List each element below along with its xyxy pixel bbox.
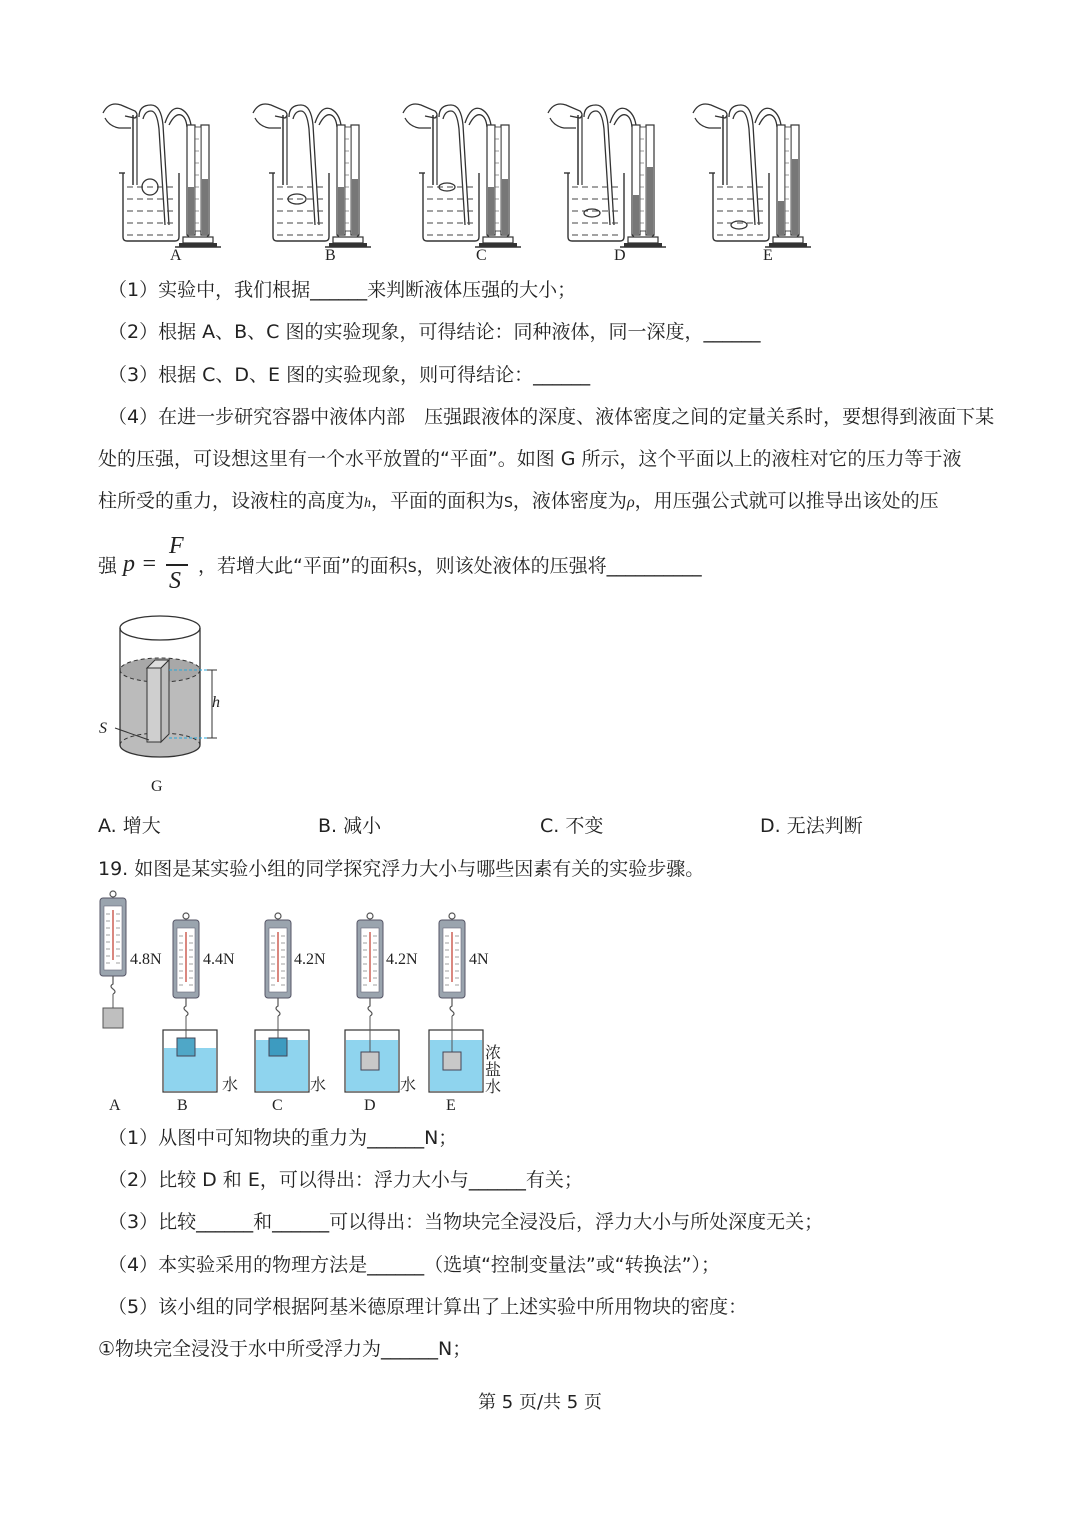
h-symbol: h (364, 496, 372, 511)
fig-g-caption: G (151, 778, 163, 795)
q18-part-4-line-2: 处的压强，可设想这里有一个水平放置的“平面”。如图 G 所示，这个平面以上的液柱对它的压力等于液 (98, 448, 962, 470)
q19-part-5: （5）该小组的同学根据阿基米德原理计算出了上述实验中所用物块的密度： (108, 1296, 748, 1318)
formula-p: p = (123, 551, 158, 577)
q18-text-segment: ，平面的面积为 (371, 490, 505, 512)
scale-reading-b: 4.4N (203, 951, 235, 968)
q18-part-4-line-4 (198, 552, 702, 582)
u-tube-label-b: B (325, 247, 336, 264)
formula-denominator-s: S (169, 568, 181, 594)
page-footer: 第 5 页/共 5 页 (478, 1392, 602, 1413)
spring-label-c: C (272, 1097, 283, 1114)
scale-reading-e: 4N (469, 951, 489, 968)
u-tube-label-e: E (763, 247, 773, 264)
q18-part-4-line-3 (98, 487, 939, 518)
q19-part-2: （2）比较 D 和 E，可以得出：浮力大小与______有关； (108, 1169, 583, 1191)
scale-reading-d: 4.2N (386, 951, 418, 968)
u-tube-label-d: D (614, 247, 626, 264)
q18-text-segment: ，则该处液体的压强将__________ (416, 555, 702, 577)
q18-text-segment: ，液体密度为 (512, 490, 627, 512)
s-symbol: S (407, 560, 417, 576)
q18-text-segment: ，用压强公式就可以推导出该处的压 (634, 490, 939, 512)
u-tube-apparatus-c (403, 104, 521, 247)
u-tube-label-a: A (170, 247, 182, 264)
spring-label-b: B (177, 1097, 188, 1114)
q18-text-segment: 柱所受的重力，设液柱的高度为 (98, 490, 365, 512)
liquid-label-b: 水 (222, 1077, 239, 1094)
q19-stem: 19. 如图是某实验小组的同学探究浮力大小与哪些因素有关的实验步骤。 (98, 858, 705, 880)
q18-part-4-line-1: （4）在进一步研究容器中液体内部 压强跟液体的深度、液体密度之间的定量关系时，要想得到液面下某 (108, 406, 995, 428)
q19-part-1: （1）从图中可知物块的重力为______N； (108, 1127, 458, 1149)
q18-part-4-line-4-prefix: 强 (98, 555, 118, 577)
option-c: C. 不变 (540, 815, 604, 837)
spring-scale-c (255, 913, 309, 1092)
formula-numerator-f: F (169, 533, 184, 559)
liquid-label-e-3: 水 (485, 1079, 502, 1096)
u-tube-apparatus-a (103, 104, 221, 247)
spring-scale-figure (95, 890, 515, 1100)
q18-part-3: （3）根据 C、D、E 图的实验现象，则可得结论：______ (108, 364, 591, 386)
option-a: A. 增大 (98, 815, 161, 837)
formula-fraction-bar (166, 564, 188, 566)
option-b: B. 减小 (318, 815, 382, 837)
liquid-label-e-1: 浓 (485, 1045, 502, 1062)
spring-label-a: A (109, 1097, 121, 1114)
liquid-label-d: 水 (400, 1077, 417, 1094)
spring-label-e: E (446, 1097, 456, 1114)
scale-reading-c: 4.2N (294, 951, 326, 968)
q19-part-6: ①物块完全浸没于水中所受浮力为______N； (98, 1338, 472, 1360)
liquid-label-c: 水 (310, 1077, 327, 1094)
fig-g-s-label: S (99, 720, 107, 737)
q18-text-segment: ，若增大此“平面”的面积 (198, 555, 408, 577)
u-tube-apparatus-b (253, 104, 371, 247)
option-d: D. 无法判断 (760, 815, 863, 837)
q18-part-2: （2）根据 A、B、C 图的实验现象，可得结论：同种液体，同一深度，______ (108, 321, 761, 343)
fig-g-h-label: h (212, 694, 220, 711)
u-tube-figure (95, 95, 825, 265)
spring-scale-d (345, 913, 399, 1092)
q19-part-3: （3）比较______和______可以得出：当物块完全浸没后，浮力大小与所处深度无关； (108, 1211, 824, 1233)
spring-scale-b (163, 913, 217, 1092)
liquid-label-e-2: 盐 (485, 1062, 502, 1079)
u-tube-apparatus-e (693, 104, 811, 247)
spring-scale-a (100, 891, 126, 1028)
q18-part-1: （1）实验中，我们根据______来判断液体压强的大小； (108, 279, 577, 301)
q19-part-4: （4）本实验采用的物理方法是______（选填“控制变量法”或“转换法”）； (108, 1254, 720, 1276)
scale-reading-a: 4.8N (130, 951, 162, 968)
spring-label-d: D (364, 1097, 376, 1114)
spring-scale-e (429, 913, 483, 1092)
u-tube-apparatus-d (548, 104, 666, 247)
u-tube-label-c: C (476, 247, 487, 264)
s-symbol: S (504, 495, 513, 511)
rho-symbol: ρ (626, 494, 635, 511)
